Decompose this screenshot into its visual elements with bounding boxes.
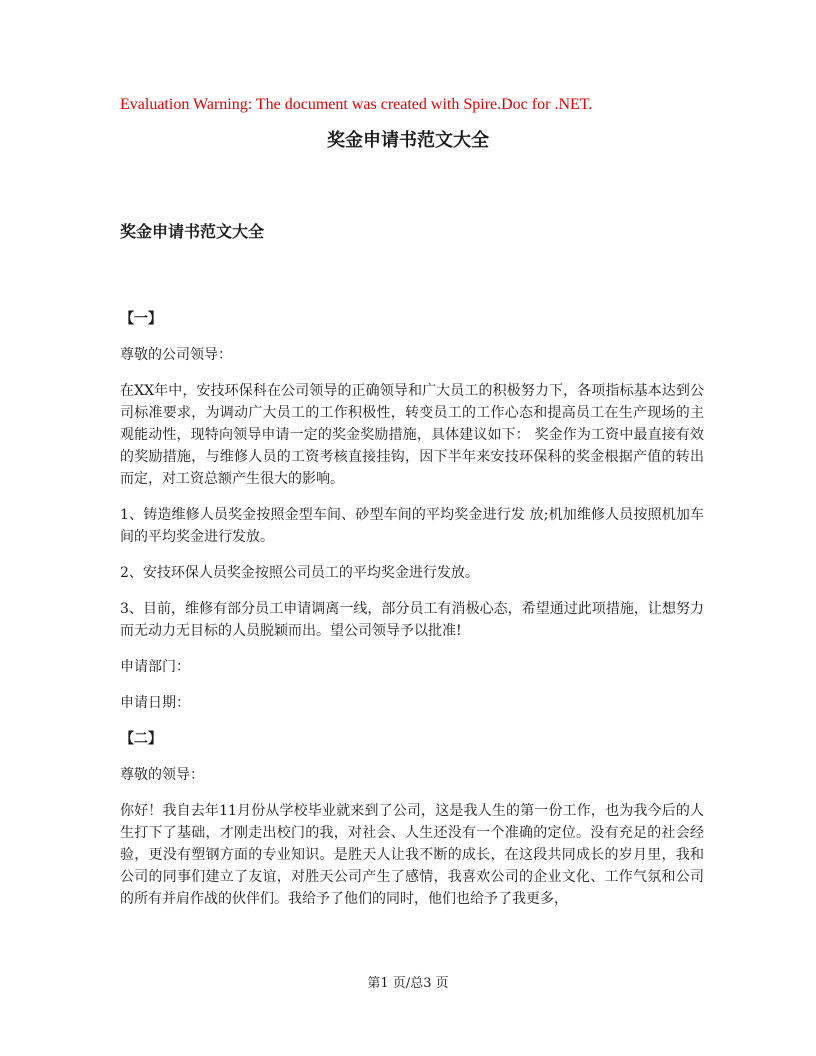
page-footer: 第1 页/总3 页: [367, 976, 449, 991]
greeting-2: 尊敬的领导：: [120, 767, 204, 783]
document-subtitle: 奖金申请书范文大全: [120, 222, 265, 241]
paragraph-1: 在XX年中，安技环保科在公司领导的正确领导和广大员工的积极努力下，各项指标基本达到公司标准要求，为调动广大员工的工作积极性，转变员工的工作心态和提高员工在生产现场的主观能动性，现特向领导申请一定的奖金奖励措施，具体建议如下： 奖金作为工资中最直接有效的奖励措施，与维修人员的工资考核直接挂钩，因下半年来安技环保科的奖金根据产值的转出而定，对工资总额产生很大的影响。: [120, 383, 704, 487]
list-item-3: 3、目前，维修有部分员工申请调离一线，部分员工有消极心态，希望通过此项措施，让想努力而无动力无目标的人员脱颖而出。望公司领导予以批准!: [120, 601, 704, 639]
document-body: [120, 220, 704, 924]
list-item-2: 2、安技环保人员奖金按照公司员工的平均奖金进行发放。: [120, 565, 479, 581]
applicant-department: 申请部门：: [120, 659, 190, 675]
list-item-1: 1、铸造维修人员奖金按照金型车间、砂型车间的平均奖金进行发 放;机加维修人员按照机加车间的平均奖金进行发放。: [120, 507, 704, 545]
document-title: 奖金申请书范文大全: [327, 130, 489, 151]
paragraph-2: 你好！我自去年11月份从学校毕业就来到了公司，这是我人生的第一份工作，也为我今后的人生打下了基础，才刚走出校门的我，对社会、人生还没有一个准确的定位。没有充足的社会经验，更没有塑钢方面的专业知识。是胜天人让我不断的成长，在这段共同成长的岁月里，我和公司的同事们建立了友谊，对胜天公司产生了感情，我喜欢公司的企业文化、工作气氛和公司的所有并肩作战的伙伴们。我给予了他们的同时，他们也给予了我更多，: [120, 803, 704, 907]
section-marker-2: 【二】: [120, 731, 162, 747]
application-date: 申请日期：: [120, 695, 190, 711]
greeting-1: 尊敬的公司领导：: [120, 347, 232, 363]
evaluation-warning: Evaluation Warning: The document was created with Spire.Doc for .NET.: [120, 96, 593, 113]
section-marker-1: 【一】: [120, 311, 162, 327]
